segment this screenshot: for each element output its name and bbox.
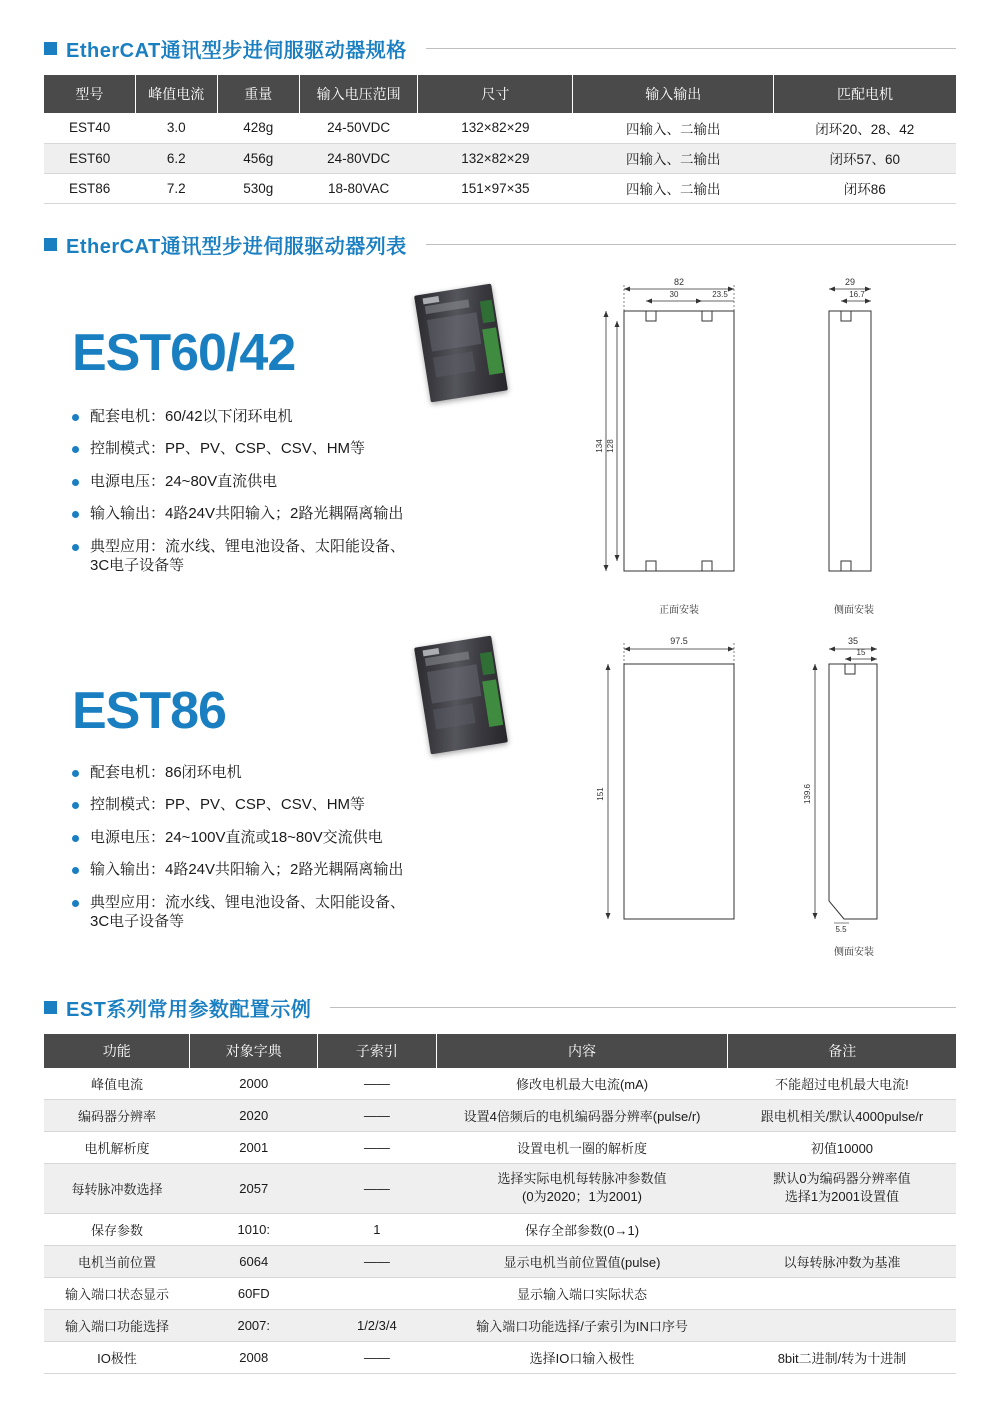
- device-detail: [433, 351, 476, 377]
- table-row: [44, 113, 956, 143]
- param-note: [728, 1214, 956, 1246]
- spec-header-cell: 型号: [44, 75, 135, 113]
- spec-cell: EST60: [44, 143, 135, 173]
- feature-text: 电源电压：24~80V直流供电: [90, 472, 278, 490]
- param-header-cell: 内容: [436, 1034, 728, 1068]
- param-func: 保存参数: [44, 1214, 190, 1246]
- drawing-caption-side: 侧面安装: [834, 604, 874, 616]
- feature-text-line2: 3C电子设备等: [90, 557, 185, 574]
- section-title-param: EST系列常用参数配置示例: [66, 998, 312, 1021]
- param-content-line2: (0为2020；1为2001): [522, 1189, 643, 1205]
- param-header-cell: 对象字典: [190, 1034, 318, 1068]
- param-dict: 2008: [190, 1342, 318, 1374]
- product-block-est60-42: [44, 267, 956, 619]
- param-table-header-row: [44, 1034, 956, 1068]
- spec-cell: 132×82×29: [418, 143, 573, 173]
- param-subindex: 1/2/3/4: [318, 1310, 437, 1342]
- bullet-icon: [72, 802, 79, 809]
- table-row: [44, 1342, 956, 1374]
- param-note: 跟电机相关/默认4000pulse/r: [728, 1099, 956, 1131]
- param-note: 不能超过电机最大电流!: [728, 1068, 956, 1100]
- table-row: [44, 143, 956, 173]
- param-dict: 2057: [190, 1163, 318, 1214]
- drawing-caption-side: 侧面安装: [834, 946, 874, 958]
- list-item: [72, 860, 502, 880]
- feature-text: 输入输出：4路24V共阳输入；2路光耦隔离输出: [90, 505, 404, 522]
- param-table: [44, 1034, 956, 1375]
- device-logo: [423, 295, 440, 303]
- param-dict: 2020: [190, 1099, 318, 1131]
- param-content: 显示电机当前位置值(pulse): [436, 1246, 728, 1278]
- spec-cell: 3.0: [135, 113, 217, 143]
- param-header-cell: 备注: [728, 1034, 956, 1068]
- param-dict: 60FD: [190, 1278, 318, 1310]
- drawing-front-svg: [584, 271, 774, 591]
- spec-header-cell: 输入输出: [573, 75, 774, 113]
- feature-text: 输入输出：4路24V共阳输入；2路光耦隔离输出: [90, 861, 404, 878]
- spec-cell: 7.2: [135, 173, 217, 203]
- spec-cell: 24-50VDC: [299, 113, 418, 143]
- drawing-side-svg: [789, 629, 919, 934]
- drawing-side-est60-42: [789, 271, 919, 616]
- spec-cell: 24-80VDC: [299, 143, 418, 173]
- spec-header-cell: 匹配电机: [774, 75, 956, 113]
- spec-cell: 428g: [217, 113, 299, 143]
- spec-cell: 132×82×29: [418, 113, 573, 143]
- spec-header-cell: 重量: [217, 75, 299, 113]
- datasheet-page: [0, 34, 1000, 1412]
- feature-text-line2: 3C电子设备等: [90, 913, 185, 930]
- product-photo-est60-42: [414, 283, 508, 402]
- spec-cell: 闭环86: [774, 173, 956, 203]
- heading-rule: [426, 48, 956, 49]
- param-note: [728, 1163, 956, 1214]
- param-note: [728, 1278, 956, 1310]
- param-subindex: [318, 1278, 437, 1310]
- param-dict: 2001: [190, 1131, 318, 1163]
- feature-text: 控制模式：PP、PV、CSP、CSV、HM等: [90, 796, 366, 813]
- param-dict: 6064: [190, 1246, 318, 1278]
- product-title: EST60/42: [72, 323, 296, 382]
- param-func: 电机解析度: [44, 1131, 190, 1163]
- feature-text: 典型应用：流水线、锂电池设备、太阳能设备、: [90, 893, 406, 911]
- dim-height-inner: 128: [606, 438, 615, 453]
- device-connector: [480, 651, 495, 675]
- list-item: [72, 795, 502, 815]
- param-func: 输入端口功能选择: [44, 1310, 190, 1342]
- drawing-front-est60-42: [584, 271, 774, 616]
- param-header-cell: 功能: [44, 1034, 190, 1068]
- drawing-side-est86: [789, 629, 919, 958]
- param-content: 保存全部参数(0→1): [436, 1214, 728, 1246]
- drawing-caption-front: 正面安装: [659, 604, 699, 616]
- bullet-icon: [72, 479, 79, 486]
- param-dict: 1010:: [190, 1214, 318, 1246]
- feature-text: 配套电机：60/42以下闭环电机: [90, 407, 293, 425]
- dim-height-outer: 134: [595, 438, 604, 453]
- list-item: [72, 893, 502, 932]
- section-title-list: EtherCAT通讯型步进伺服驱动器列表: [66, 235, 407, 258]
- param-note-line1: 默认0为编码器分辨率值: [773, 1170, 911, 1186]
- bullet-icon: [72, 900, 79, 907]
- spec-cell: EST40: [44, 113, 135, 143]
- dim-width-inner: 30: [669, 289, 679, 299]
- spec-table: [44, 75, 956, 204]
- param-header-cell: 子索引: [318, 1034, 437, 1068]
- drawing-front-svg: [584, 629, 774, 929]
- dim-side-width-inner: 16.7: [849, 289, 865, 299]
- section-heading-spec: [44, 34, 956, 63]
- list-item: [72, 472, 502, 492]
- param-func: 电机当前位置: [44, 1246, 190, 1278]
- dim-side-height: 139.6: [803, 783, 812, 804]
- spec-cell: 四输入、二输出: [573, 113, 774, 143]
- section-heading-param: [44, 993, 956, 1022]
- param-subindex: ——: [318, 1131, 437, 1163]
- bullet-icon: [72, 414, 79, 421]
- table-row: [44, 1278, 956, 1310]
- device-connector: [482, 679, 503, 727]
- dim-side-bottom: 5.5: [835, 924, 847, 934]
- product-block-est86: [44, 623, 956, 975]
- heading-rule: [426, 244, 956, 245]
- feature-text: 典型应用：流水线、锂电池设备、太阳能设备、: [90, 537, 406, 555]
- dim-side-width-inner: 15: [856, 647, 866, 657]
- param-func: 峰值电流: [44, 1068, 190, 1100]
- spec-cell: 四输入、二输出: [573, 143, 774, 173]
- device-logo: [423, 647, 440, 655]
- param-note: 初值10000: [728, 1131, 956, 1163]
- spec-header-cell: 峰值电流: [135, 75, 217, 113]
- product-title: EST86: [72, 681, 226, 740]
- param-content: 设置4倍频后的电机编码器分辨率(pulse/r): [436, 1099, 728, 1131]
- param-note: [728, 1310, 956, 1342]
- list-item: [72, 763, 502, 783]
- spec-cell: 151×97×35: [418, 173, 573, 203]
- bullet-icon: [72, 770, 79, 777]
- dim-width-inner2: 23.5: [712, 289, 728, 299]
- spec-header-cell: 尺寸: [418, 75, 573, 113]
- table-row: [44, 1068, 956, 1100]
- spec-cell: 6.2: [135, 143, 217, 173]
- drawing-front-est86: [584, 629, 774, 939]
- param-subindex: ——: [318, 1163, 437, 1214]
- heading-square-icon: [44, 238, 57, 251]
- spec-cell: 闭环57、60: [774, 143, 956, 173]
- table-row: [44, 1246, 956, 1278]
- heading-square-icon: [44, 1001, 57, 1014]
- bullet-icon: [72, 835, 79, 842]
- dim-side-width-outer: 35: [847, 635, 859, 646]
- device-detail: [427, 312, 481, 351]
- section-heading-list: [44, 230, 956, 259]
- table-row: [44, 1214, 956, 1246]
- list-item: [72, 828, 502, 848]
- param-note: 8bit二进制/转为十进制: [728, 1342, 956, 1374]
- dim-width-outer: 97.5: [670, 635, 688, 646]
- table-row: [44, 1131, 956, 1163]
- dim-width-outer: 82: [673, 276, 685, 287]
- section-title-spec: EtherCAT通讯型步进伺服驱动器规格: [66, 40, 407, 62]
- param-subindex: ——: [318, 1068, 437, 1100]
- list-item: [72, 504, 502, 524]
- dim-side-width-outer: 29: [844, 276, 856, 287]
- param-note-line2: 选择1为2001设置值: [784, 1189, 900, 1205]
- dim-height-outer: 151: [596, 786, 605, 801]
- product-photo-est86: [414, 635, 508, 754]
- table-row: [44, 1163, 956, 1214]
- device-connector: [480, 299, 495, 323]
- spec-cell: 18-80VAC: [299, 173, 418, 203]
- table-row: [44, 1099, 956, 1131]
- spec-cell: 闭环20、28、42: [774, 113, 956, 143]
- param-content-line1: 选择实际电机每转脉冲参数值: [497, 1170, 667, 1186]
- feature-text: 电源电压：24~100V直流或18~80V交流供电: [90, 828, 383, 846]
- param-subindex: ——: [318, 1246, 437, 1278]
- param-content: 选择IO口输入极性: [436, 1342, 728, 1374]
- feature-text: 控制模式：PP、PV、CSP、CSV、HM等: [90, 440, 366, 457]
- list-item: [72, 537, 502, 576]
- table-row: [44, 1310, 956, 1342]
- drawing-side-svg: [789, 271, 919, 591]
- param-dict: 2007:: [190, 1310, 318, 1342]
- spec-cell: 456g: [217, 143, 299, 173]
- param-func: IO极性: [44, 1342, 190, 1374]
- bullet-icon: [72, 544, 79, 551]
- param-func: 编码器分辨率: [44, 1099, 190, 1131]
- table-row: [44, 173, 956, 203]
- list-item: [72, 407, 502, 427]
- param-subindex: 1: [318, 1214, 437, 1246]
- param-content: 显示输入端口实际状态: [436, 1278, 728, 1310]
- spec-table-header-row: [44, 75, 956, 113]
- param-content: [436, 1163, 728, 1214]
- device-connector: [482, 327, 503, 375]
- param-content: 设置电机一圈的解析度: [436, 1131, 728, 1163]
- heading-square-icon: [44, 42, 57, 55]
- bullet-icon: [72, 867, 79, 874]
- param-content: 修改电机最大电流(mA): [436, 1068, 728, 1100]
- param-note: 以每转脉冲数为基准: [728, 1246, 956, 1278]
- heading-rule: [330, 1007, 956, 1008]
- feature-list: [72, 407, 502, 589]
- param-func: 输入端口状态显示: [44, 1278, 190, 1310]
- device-detail: [433, 703, 476, 729]
- param-func: 每转脉冲数选择: [44, 1163, 190, 1214]
- device-detail: [427, 664, 481, 703]
- spec-cell: 530g: [217, 173, 299, 203]
- bullet-icon: [72, 511, 79, 518]
- spec-cell: EST86: [44, 173, 135, 203]
- spec-cell: 四输入、二输出: [573, 173, 774, 203]
- param-subindex: ——: [318, 1099, 437, 1131]
- spec-header-cell: 输入电压范围: [299, 75, 418, 113]
- list-item: [72, 439, 502, 459]
- bullet-icon: [72, 446, 79, 453]
- param-dict: 2000: [190, 1068, 318, 1100]
- feature-text: 配套电机：86闭环电机: [90, 763, 242, 781]
- param-subindex: ——: [318, 1342, 437, 1374]
- feature-list: [72, 763, 502, 945]
- param-content: 输入端口功能选择/子索引为IN口序号: [436, 1310, 728, 1342]
